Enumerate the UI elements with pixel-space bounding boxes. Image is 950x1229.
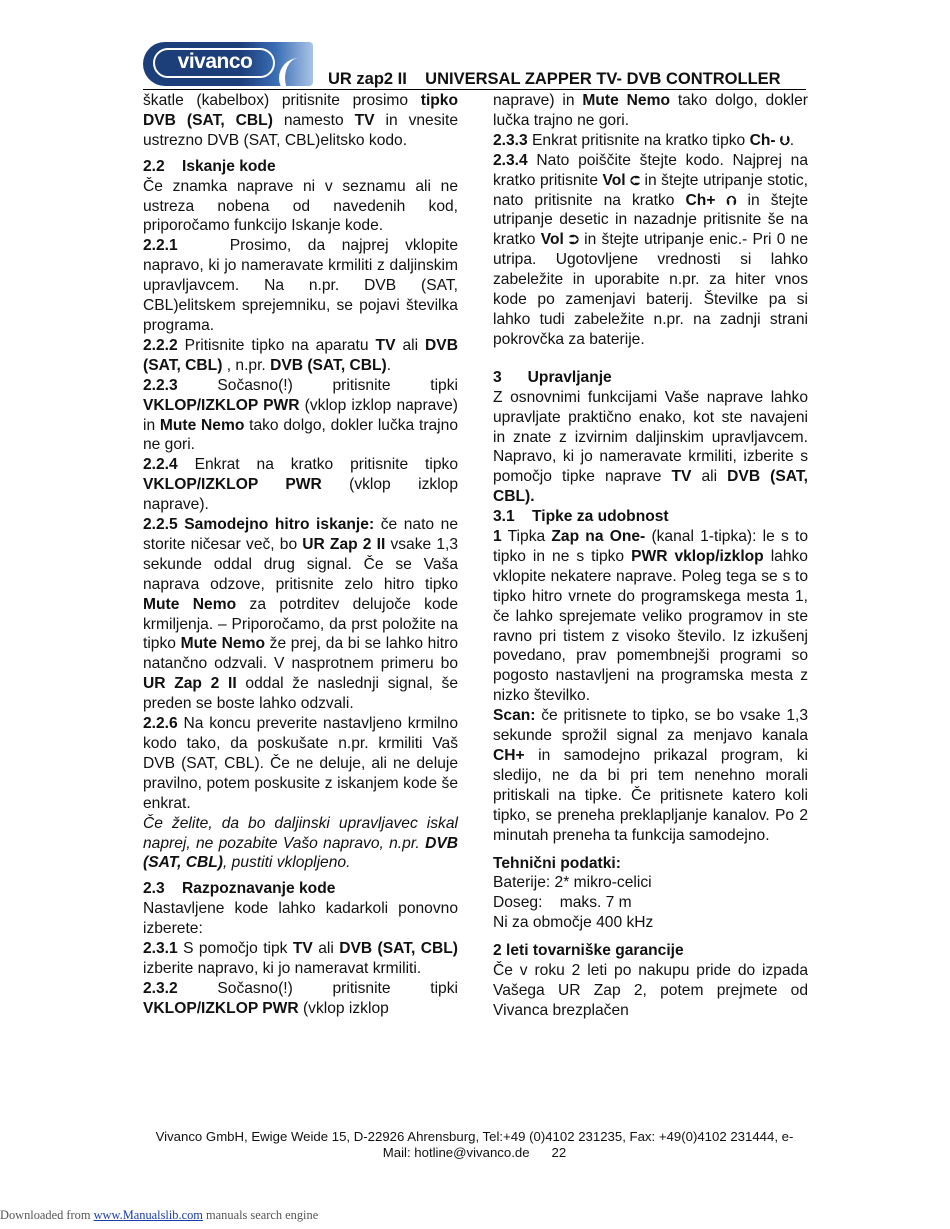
paragraph-3: Z osnovnimi funkcijami Vaše naprave lahko upravljate praktično enako, kot ste navajeni in znate z izvirnim daljinskim upravljavcem. Napravo, ki jo nameravate krmiliti, izberite s pomočjo tipke naprave TV ali DVB (SAT, CBL). [493,388,808,506]
tech-range: Doseg: maks. 7 m [493,894,632,912]
step-2-3-4: 2.3.4 Nato poiščite štejte kodo. Najprej na kratko pritisnite Vol ⮈ in štejte utripanje stotic, nato pritisnite na kratko Ch+ ⮉ in štejte utripanje desetic in nazadnje pritisnite še na kratko Vol ⮊ in štejte utripanje enic.- Pri 0 ne utripa. Ugotovljene vrednosti si lahko zabeležite in uporabite n.pr. za hiter vnos kode po zamenjavi baterij. Številke pa si lahko tudi zabeležite n.pr. na zadnji strani pokrovčka za baterije. [493,151,809,348]
heading-warranty: 2 leti tovarniške garancije [493,942,684,960]
step-2-2-2: 2.2.2 Pritisnite tipko na aparatu TV ali DVB (SAT, CBL) , n.pr. DVB (SAT, CBL). [143,336,458,374]
step-2-3-2: 2.3.2 Sočasno(!) pritisnite tipki VKLOP/IZKLOP PWR (vklop izklop [143,979,458,1017]
paragraph-2-3: Nastavljene kode lahko kadarkoli ponovno izberete: [143,900,458,938]
heading-3-1: 3.1 Tipke za udobnost [493,508,669,526]
paragraph-scan: Scan: če pritisnete to tipko, se bo vsake 1,3 sekunde sprožil signal za menjavo kanala CH+ in samodejno prikazal program, ki sledijo, ne da bi pri tem nenehno morali pritiskali na tipke. Če pritisnete katero koli tipko, se preneha preklapljanje kanalov. Po 2 minutah preneha ta funkcija samodejno. [493,707,808,844]
step-2-3-3: 2.3.3 Enkrat pritisnite na kratko tipko Ch- ⮋. [493,131,795,149]
italic-note: Če želite, da bo daljinski upravljavec iskal naprej, ne pozabite Vašo napravo, n.pr. DVB (SAT, CBL), pustiti vklopljeno. [143,814,458,872]
manualslib-link[interactable]: www.Manualslib.com [93,1208,203,1222]
heading-2-3: 2.3 Razpoznavanje kode [143,880,336,898]
page-footer [143,1129,806,1161]
step-2-2-3: 2.2.3 Sočasno(!) pritisnite tipki VKLOP/IZKLOP PWR (vklop izklop naprave) in Mute Nemo tako dolgo, dokler lučka trajno ne gori. [143,376,459,454]
step-2-2-5: 2.2.5 Samodejno hitro iskanje: če nato ne storite ničesar več, bo UR Zap 2 II vsake 1,3 sekunde oddal drug signal. Če se Vaša naprava odzove, pritisnite zelo hitro tipko Mute Nemo za potrditev delujoče kode krmiljenja. – Priporočamo, da prst položite na tipko Mute Nemo že prej, da bi se lahko hitro natančno odzvali. V nasprotnem primeru bo UR Zap 2 II oddal že naslednji signal, še preden se boste lahko odzvali. [143,516,458,713]
vivanco-logo [143,42,313,86]
footer-address: Vivanco GmbH, Ewige Weide 15, D-22926 Ahrensburg, Tel:+49 (0)4102 231235, Fax: +49(0)4102 231444, e- [155,1129,794,1144]
left-column [143,91,458,1019]
heading-3: 3 Upravljanje [493,368,612,386]
footer-mail-page: Mail: hotline@vivanco.de 22 [382,1145,567,1160]
tech-batteries: Baterije: 2* mikro-celici [493,874,652,892]
paragraph-2-2: Če znamka naprave ni v seznamu ali ne ustreza nobena od navedenih kod, priporočamo funkcijo Iskanje kode. [143,177,458,235]
header-divider [143,89,806,90]
step-2-3-2-continued: naprave) in Mute Nemo tako dolgo, dokler lučka trajno ne gori. [493,92,808,129]
right-column [493,91,808,1021]
tech-frequency: Ni za območje 400 kHz [493,914,654,932]
page-header-title: UR zap2 II UNIVERSAL ZAPPER TV- DVB CONTROLLER [328,70,781,88]
step-2-2-6: 2.2.6 Na koncu preverite nastavljeno krmilno kodo tako, da poskušate n.pr. krmiliti Vaš DVB (SAT, CBL). Če ne deluje, ali ne deluje pravilno, potem poskusite z iskanjem kode še enkrat. [143,715,458,812]
heading-2-2: 2.2 Iskanje kode [143,157,276,175]
logo-swoosh [279,58,313,86]
download-notice: Downloaded from www.Manualslib.com manuals search engine [0,1208,319,1222]
heading-technical-data: Tehnični podatki: [493,854,621,872]
arrow-right-icon: ⮊ [569,232,579,248]
arrow-left-icon: ⮈ [630,172,641,188]
paragraph-warranty: Če v roku 2 leti po nakupu pride do izpada Vašega UR Zap 2, potem prejmete od Vivanca brezplačen [493,962,808,1019]
step-2-2-4: 2.2.4 Enkrat na kratko pritisnite tipko VKLOP/IZKLOP PWR (vklop izklop naprave). [143,456,458,514]
arrow-up-icon: ⮉ [726,192,737,208]
paragraph-intro: škatle (kabelbox) pritisnite prosimo tipko DVB (SAT, CBL) namesto TV in vnesite ustrezno DVB (SAT, CBL)elitsko kodo. [143,92,458,149]
arrow-down-icon: ⮋ [779,132,790,148]
step-2-2-1: 2.2.1 Prosimo, da najprej vklopite napravo, ki jo nameravate krmiliti z daljinskim upravljavcem. Na n.pr. DVB (SAT, CBL)elitskem sprejemniku, se pojavi številka programa. [143,237,458,334]
paragraph-zap-one: 1 Tipka Zap na One- (kanal 1-tipka): le s to tipko in ne s tipko PWR vklop/izklop lahko vklopite nekatere naprave. Poleg tega se s to tipko hitro vrnete do programskega mesta 1, če lahko sprejemate veliko programov in ste ravno pri tistem z visoko število. Iz izkušenj povedano, prav pomembnejši programi so pogosto nastavljeni na programska mesta z nizko številko. [493,528,809,705]
step-2-3-1: 2.3.1 S pomočjo tipk TV ali DVB (SAT, CBL) izberite napravo, ki jo nameravat krmiliti. [143,940,458,977]
logo-text: vivanco [177,50,253,73]
